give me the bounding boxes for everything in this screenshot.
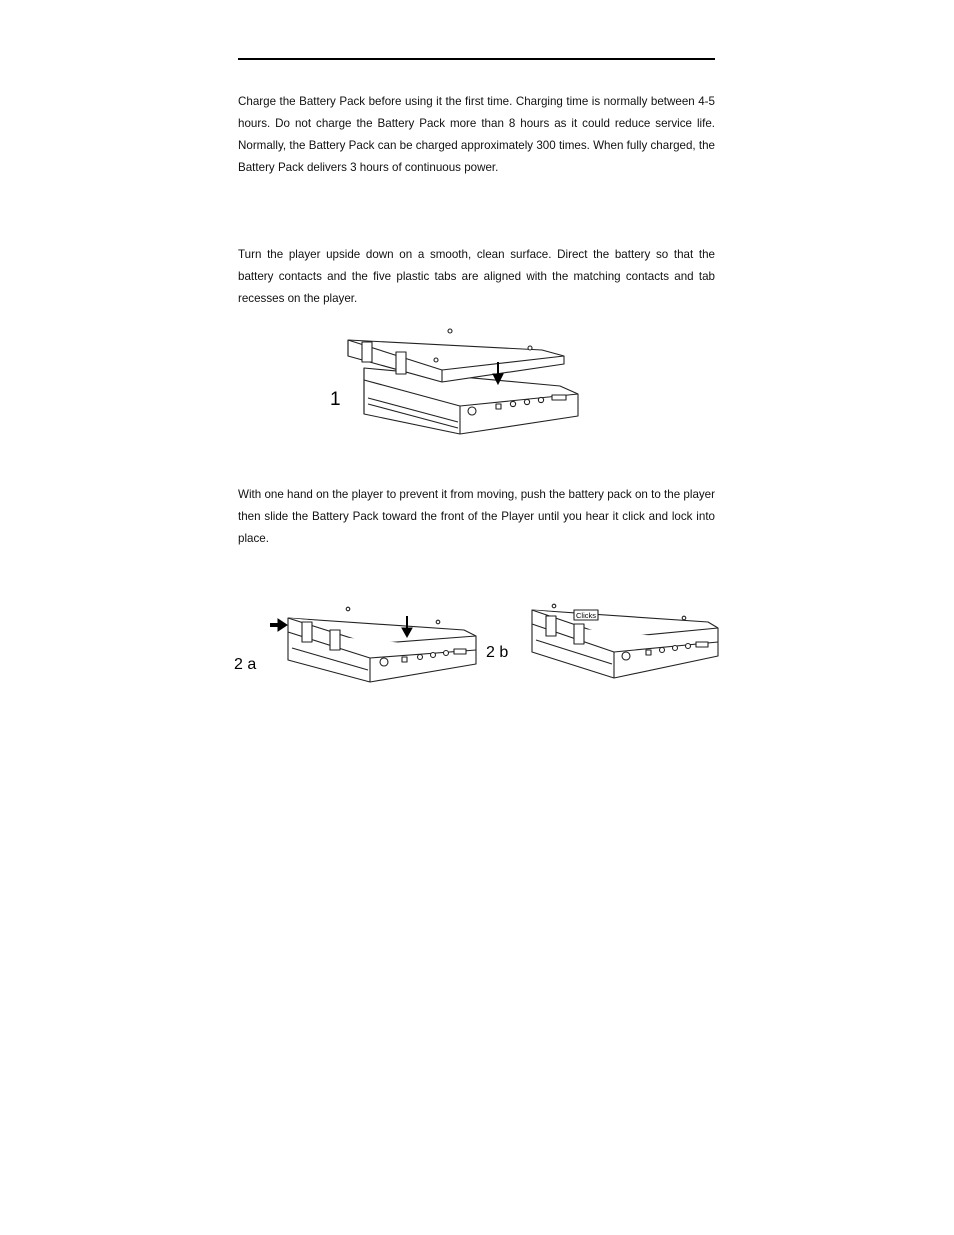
slide-paragraph: With one hand on the player to prevent it from moving, push the battery pack on to the player then slide the Battery Pack toward the front of the Player until you hear it click and lock into place. — [238, 488, 715, 545]
header-rule — [238, 58, 715, 60]
figure-step-2b — [484, 598, 724, 688]
step-2b-label: 2 b — [486, 644, 509, 661]
figure-step-1 — [320, 322, 590, 442]
step-2a-label: 2 a — [234, 656, 257, 673]
clicks-callout: Clicks — [576, 611, 596, 620]
attach-paragraph: Turn the player upside down on a smooth, clean surface. Direct the battery so that the battery contacts and the five plastic tabs are aligned with the matching contacts and tab recesses on the player. — [238, 248, 715, 305]
figure-step-2a — [230, 602, 480, 692]
charge-paragraph: Charge the Battery Pack before using it the first time. Charging time is normally between 4-5 hours. Do not charge the Battery Pack more than 8 hours as it could reduce service life. Normally, the Battery Pack can be charged approximately 300 times. When fully charged, the Battery Pack delivers 3 hours of continuous power. — [238, 95, 715, 174]
step-1-label: 1 — [330, 389, 341, 410]
